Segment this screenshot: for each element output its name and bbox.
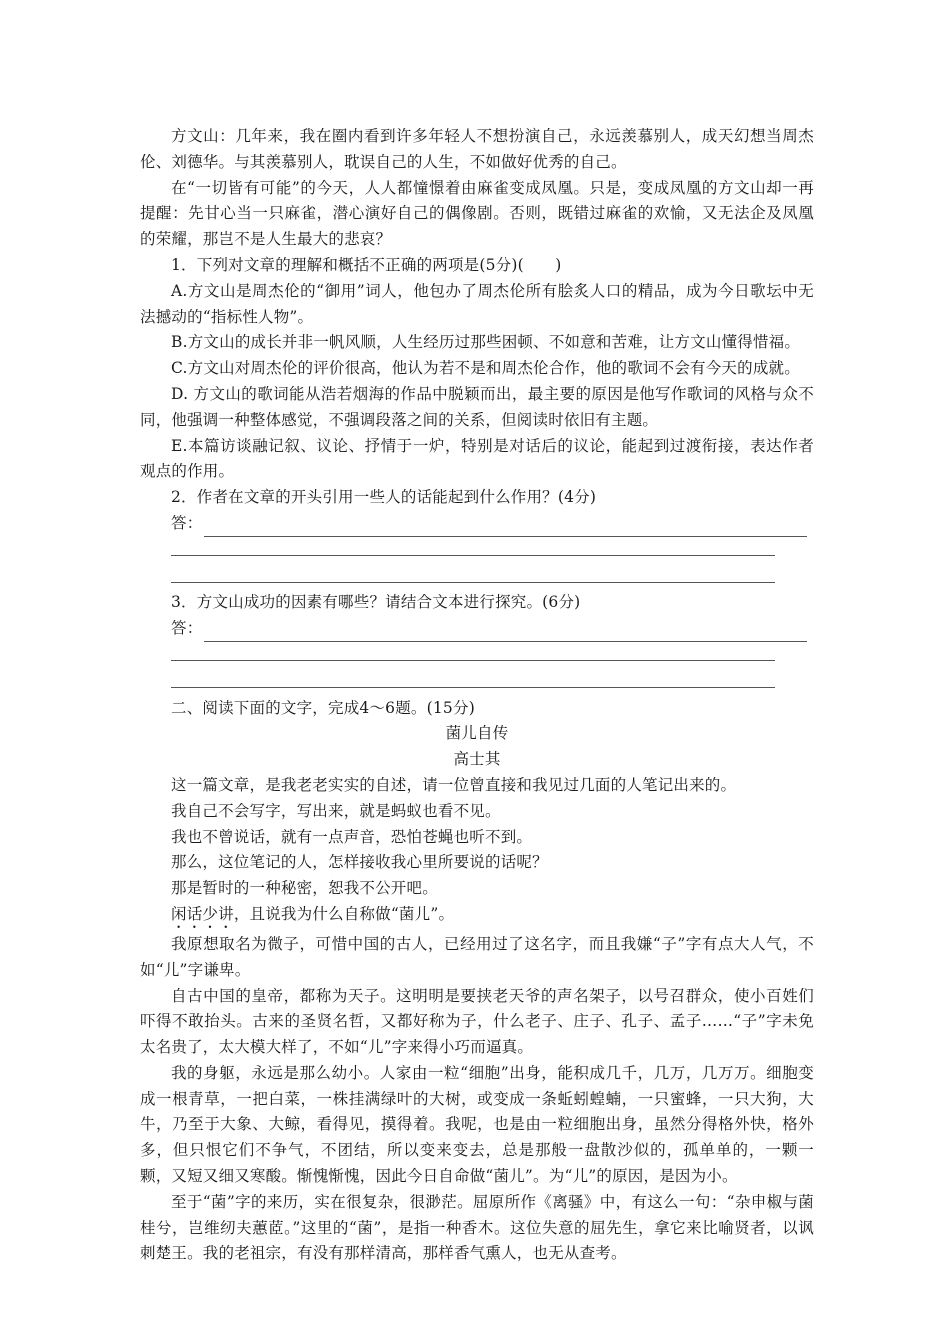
- body-paragraph: 我的身躯，永远是那么幼小。人家由一粒“细胞”出身，能积成几千，几万，几万万。细胞变成一根青草，一把白菜，一株挂满绿叶的大树，或变成一条蚯蚓蝗蝻，一只蜜蜂，一只大狗，大牛，乃至于大象、大鲸，看得见，摸得着。我呢，也是由一粒细胞出身，虽然分得格外快，格外多，但只恨它们不争气，不团结，所以变来变去，总是那般一盘散沙似的，孤单单的，一颗一颗，又短又细又寒酸。惭愧惭愧，因此今日自命做“菌儿”。为“儿”的原因，是因为小。: [140, 1063, 814, 1186]
- question-1-option-c: C.方文山对周杰伦的评价很高，他认为若不是和周杰伦合作，他的歌词不会有今天的成就。: [171, 359, 800, 378]
- question-1-option-b: B.方文山的成长并非一帆风顺，人生经历过那些困顿、不如意和苦难，让方文山懂得惜福。: [171, 333, 801, 352]
- answer-line[interactable]: [171, 642, 775, 661]
- answer-line[interactable]: [171, 669, 775, 688]
- document-page: [140, 124, 814, 1267]
- question-1-option-a: A.方文山是周杰伦的“御用”词人，他包办了周杰伦所有脍炙人口的精品，成为今日歌坛中无法撼动的“指标性人物”。: [140, 281, 814, 326]
- body-line-emphasis: [140, 902, 814, 932]
- question-1-stem: 1．下列对文章的理解和概括不正确的两项是(5分)( ): [171, 255, 562, 274]
- body-line: 那么，这位笔记的人，怎样接收我心里所要说的话呢？: [171, 853, 548, 872]
- answer-line[interactable]: [171, 537, 775, 556]
- body-line-rest: ，且说我为什么自称做“菌儿”。: [233, 904, 455, 923]
- body-line: 我自己不会写字，写出来，就是蚂蚁也看不见。: [171, 801, 501, 820]
- question-1-option-e: E.本篇访谈融记叙、议论、抒情于一炉，特别是对话后的议论，能起到过渡衔接，表达作者观点的作用。: [140, 436, 814, 481]
- article-title: 菌儿自传: [445, 724, 509, 743]
- body-paragraph: 我原想取名为微子，可惜中国的古人，已经用过了这名字，而且我嫌“子”字有点大人气，不如“儿”字谦卑。: [140, 934, 814, 979]
- body-line: 那是暂时的一种秘密，恕我不公开吧。: [171, 879, 438, 898]
- body-paragraph: 至于“菌”字的来历，实在很复杂，很渺茫。屈原所作《离骚》中，有这么一句：“杂申椒与菌桂兮，岂维纫夫蕙茝。”这里的“菌”，是指一种香木。这位失意的屈先生，拿它来比喻贤者，以讽刺楚王。我的老祖宗，有没有那样清高，那样香气熏人，也无从查考。: [140, 1192, 814, 1263]
- opening-paragraph-1: 方文山：几年来，我在圈内看到许多年轻人不想扮演自己，永远羡慕别人，成天幻想当周杰伦、刘德华。与其羡慕别人，耽误自己的人生，不如做好优秀的自己。: [140, 127, 814, 171]
- answer-label: 答：: [171, 513, 203, 532]
- question-3-stem: 3．方文山成功的因素有哪些？请结合文本进行探究。(6分): [171, 593, 581, 612]
- body-line: 我也不曾说话，就有一点声音，恐怕苍蝇也听不到。: [171, 827, 533, 846]
- question-2-stem: 2．作者在文章的开头引用一些人的话能起到什么作用？(4分): [171, 488, 597, 507]
- section-heading: 二、阅读下面的文字，完成4～6题。(15分): [171, 698, 475, 717]
- question-2-answer-row[interactable]: [140, 511, 814, 537]
- question-1-option-d: D. 方文山的歌词能从浩若烟海的作品中脱颖而出，最主要的原因是他写作歌词的风格与众不同，他强调一种整体感觉，不强调段落之间的关系，但阅读时依旧有主题。: [140, 384, 814, 429]
- emphasized-phrase: 闲话少讲: [171, 904, 234, 923]
- answer-line[interactable]: [204, 518, 807, 537]
- opening-paragraph-2: 在“一切皆有可能”的今天，人人都憧憬着由麻雀变成凤凰。只是，变成凤凰的方文山却一再提醒：先甘心当一只麻雀，潜心演好自己的偶像剧。否则，既错过麻雀的欢愉，又无法企及凤凰的荣耀，那岂不是人生最大的悲哀？: [140, 178, 814, 249]
- question-3-answer-row[interactable]: [140, 616, 814, 642]
- answer-line[interactable]: [204, 623, 807, 642]
- body-line: 这一篇文章，是我老老实实的自述，请一位曾直接和我见过几面的人笔记出来的。: [171, 775, 737, 794]
- answer-line[interactable]: [171, 564, 775, 583]
- body-paragraph: 自古中国的皇帝，都称为天子。这明明是要挟老天爷的声名架子，以号召群众，使小百姓们吓得不敢抬头。古来的圣贤名哲，又都好称为子，什么老子、庄子、孔子、孟子……“子”字未免太名贵了，太大模大样了，不如“儿”字来得小巧而逼真。: [140, 986, 814, 1057]
- answer-label: 答：: [171, 619, 203, 638]
- article-author: 高士其: [453, 750, 501, 769]
